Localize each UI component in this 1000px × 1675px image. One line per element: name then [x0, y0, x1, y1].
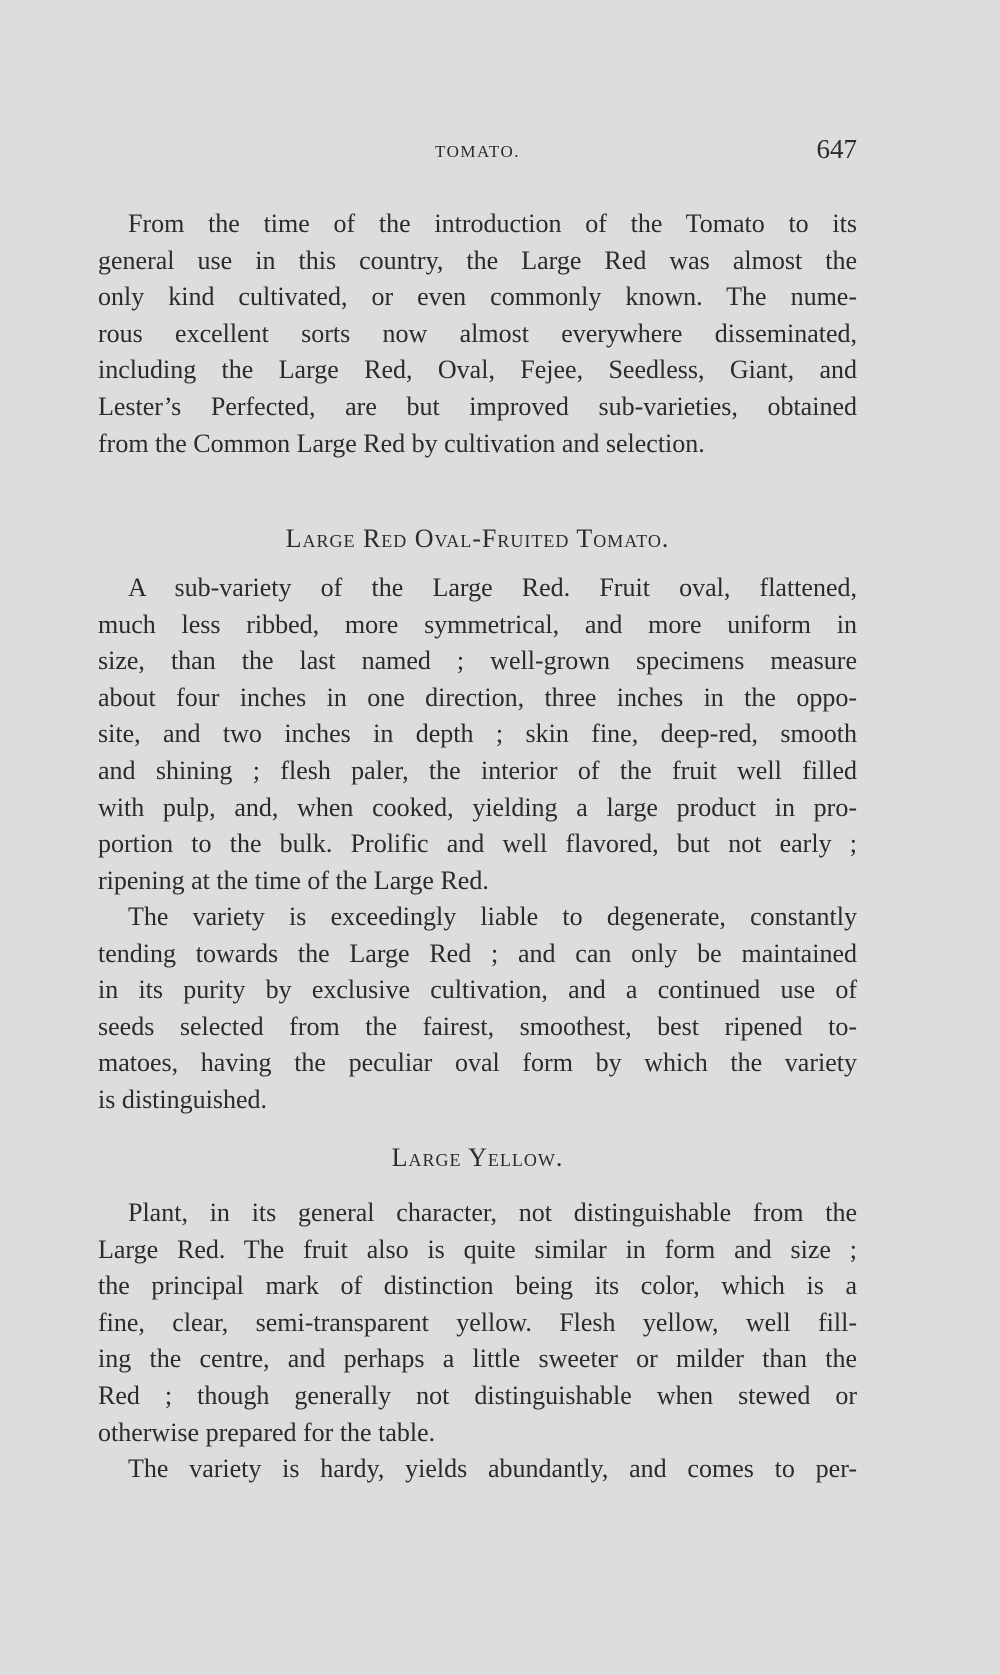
text-line: A sub-variety of the Large Red. Fruit oval, flattened, [128, 573, 857, 602]
large-red-oval-paragraph-2 [98, 899, 857, 1119]
text-line: ripening at the time of the Large Red. [98, 865, 489, 895]
text-line: Lester’s Perfected, are but improved sub-varieties, obtained [98, 391, 857, 421]
text-line: otherwise prepared for the table. [98, 1417, 436, 1447]
text-line: including the Large Red, Oval, Fejee, Seedless, Giant, and [98, 355, 857, 385]
text-line: matoes, having the peculiar oval form by which the variety [98, 1048, 857, 1078]
large-yellow-paragraph-1 [98, 1195, 857, 1451]
text-line: and shining ; flesh paler, the interior of the fruit well filled [98, 755, 857, 785]
text-line: size, than the last named ; well-grown specimens measure [98, 646, 857, 676]
section-heading-large-red-oval: Large Red Oval-Fruited Tomato. [285, 524, 670, 553]
text-line: fine, clear, semi-transparent yellow. Flesh yellow, well fill- [98, 1307, 857, 1337]
text-line: general use in this country, the Large Red was almost the [98, 245, 857, 275]
text-line: ing the centre, and perhaps a little sweeter or milder than the [98, 1344, 857, 1374]
text-line: Plant, in its general character, not distinguishable from the [128, 1198, 857, 1227]
text-line: from the Common Large Red by cultivation and selection. [98, 428, 705, 458]
text-line: portion to the bulk. Prolific and well flavored, but not early ; [98, 829, 857, 859]
text-line: The variety is exceedingly liable to degenerate, constantly [128, 902, 857, 931]
text-line: From the time of the introduction of the Tomato to its [128, 209, 857, 238]
text-line: Large Red. The fruit also is quite similar in form and size ; [98, 1234, 857, 1264]
section-heading-large-yellow: Large Yellow. [391, 1143, 564, 1172]
text-line: in its purity by exclusive cultivation, and a continued use of [98, 975, 857, 1005]
text-line: The variety is hardy, yields abundantly, and comes to per- [128, 1454, 857, 1483]
text-line: Red ; though generally not distinguishable when stewed or [98, 1380, 857, 1410]
text-line: only kind cultivated, or even commonly known. The nume- [98, 282, 857, 312]
text-line: seeds selected from the fairest, smoothest, best ripened to- [98, 1011, 857, 1041]
text-line: is distinguished. [98, 1084, 268, 1114]
intro-paragraph [98, 206, 857, 462]
large-red-oval-paragraph-1 [98, 570, 857, 899]
text-line: tending towards the Large Red ; and can only be maintained [98, 938, 857, 968]
page-number: 647 [816, 134, 857, 164]
text-line: the principal mark of distinction being its color, which is a [98, 1271, 857, 1301]
text-line: with pulp, and, when cooked, yielding a large product in pro- [98, 792, 857, 822]
text-line: site, and two inches in depth ; skin fine, deep-red, smooth [98, 719, 857, 749]
running-title: TOMATO. [435, 142, 520, 161]
running-header [98, 134, 857, 166]
large-yellow-paragraph-2 [98, 1451, 857, 1488]
text-line: about four inches in one direction, three inches in the oppo- [98, 682, 857, 712]
text-line: much less ribbed, more symmetrical, and more uniform in [98, 609, 857, 639]
text-line: rous excellent sorts now almost everywhere disseminated, [98, 318, 857, 348]
